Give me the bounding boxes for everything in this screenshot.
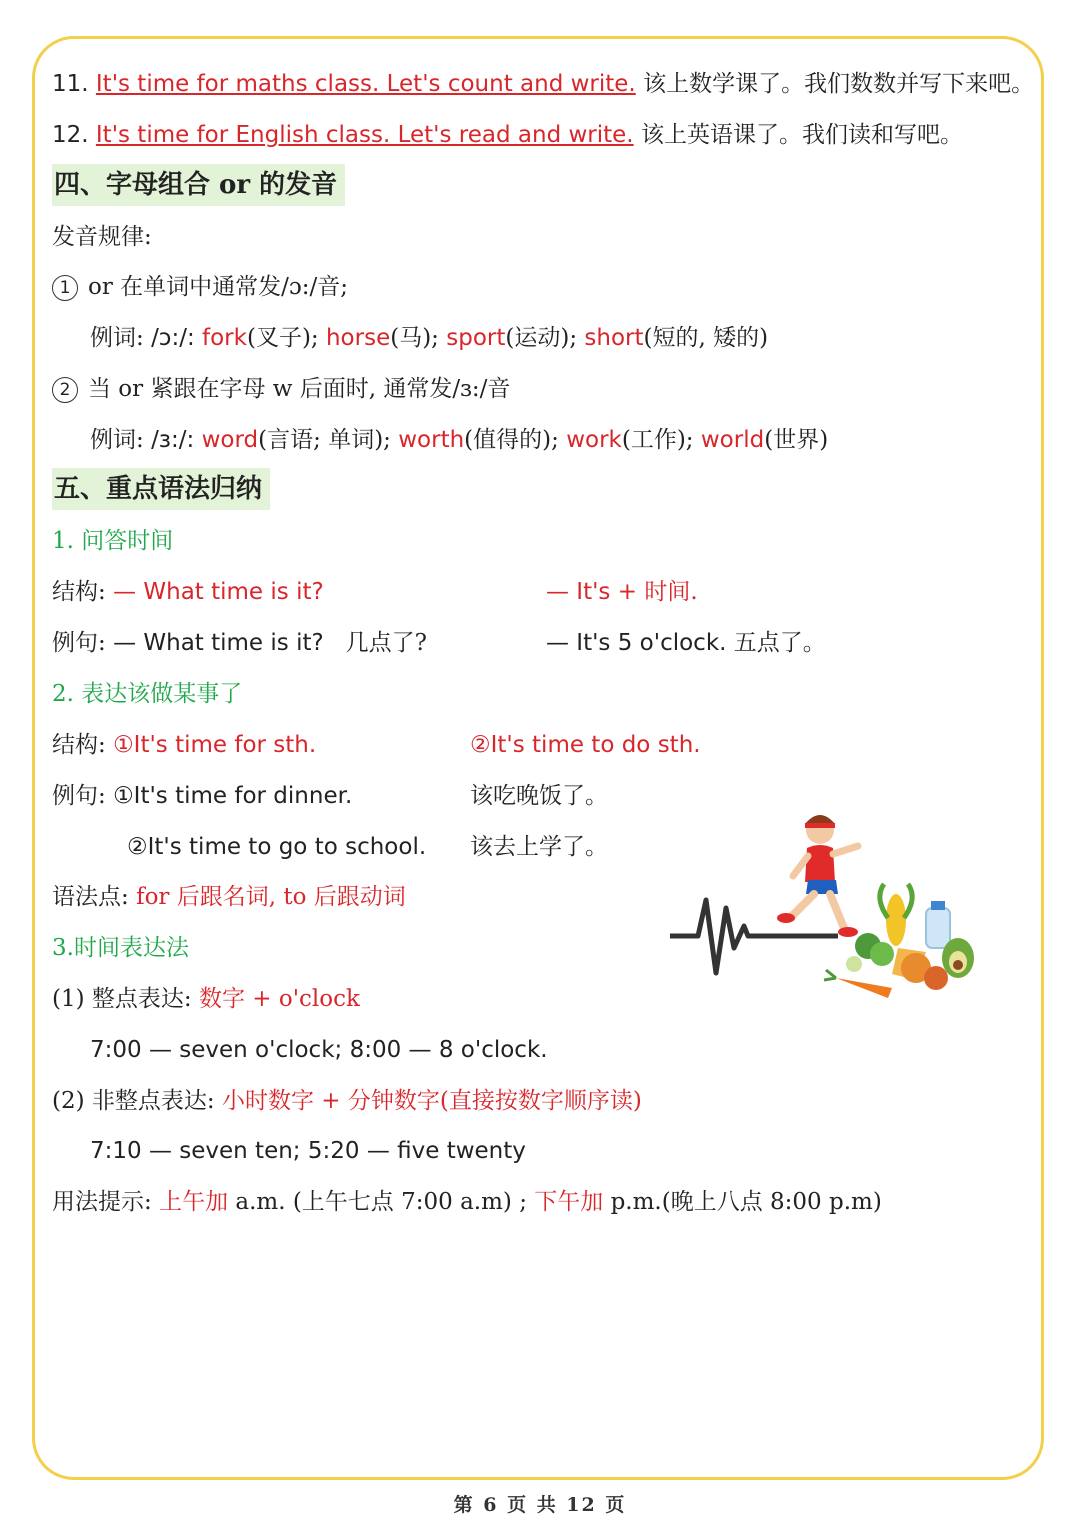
example-label: 例词: [90,325,144,351]
word-en: worth [398,427,465,453]
word-zh: (世界) [764,427,829,453]
structure-answer-zh: 时间. [644,579,698,605]
rule-1 [52,270,348,304]
time-example-2: 7:10 — seven ten; 5:20 — five twenty [90,1138,526,1164]
word-en: horse [325,325,391,351]
ipa: /ɜ:/: [151,427,195,453]
ipa: /ɔ:/: [151,325,195,351]
word-zh: (叉子); [246,325,319,351]
example-question: — What time is it? [113,630,324,656]
word-en: short [584,325,644,351]
structure-1: ①It's time for sth. [113,732,317,758]
section-5-title: 五、重点语法归纳 [52,468,270,510]
word-zh: (马); [390,325,439,351]
example-en: ①It's time for dinner. [113,783,353,809]
runner-icon [777,815,858,937]
rule-label: (1) 整点表达: [52,986,192,1012]
word-en: fork [202,325,247,351]
word-en: world [700,427,765,453]
structure-answer [546,575,698,609]
word-en: sport [446,325,506,351]
grammar-text: for 后跟名词, to 后跟动词 [136,884,406,910]
circled-number: 2 [52,377,78,403]
sentence-english: It's time for maths class. Let's count and write. [95,71,636,97]
sentence-number: 12. [52,122,89,148]
example-answer [546,626,826,660]
rule-label: (2) 非整点表达: [52,1088,215,1114]
structure-line-1 [52,575,324,609]
section-4-title: 四、字母组合 or 的发音 [52,164,345,206]
example-label: 例词: [90,427,144,453]
runner-illustration [668,808,988,1008]
structure-answer-en: — It's + [546,579,638,605]
sentence-12 [52,118,963,152]
food-icon [824,884,974,998]
subsection-2-title: 2. 表达该做某事了 [52,681,243,707]
example-question-zh: 几点了? [345,630,427,656]
example-words-1 [90,321,768,355]
page-footer: 第 6 页 共 12 页 [453,1494,627,1516]
example-sentence-2b: ②It's time to go to school. [127,834,427,860]
rule-2 [52,372,510,406]
grammar-point [52,880,406,914]
tip-pm-label: 下午加 [534,1189,604,1215]
structure-label: 结构: [52,579,106,605]
sentence-chinese: 该上数学课了。我们数数并写下来吧。 [643,71,1035,97]
time-rule-2 [52,1084,642,1118]
circled-number: 1 [52,275,78,301]
sentence-chinese: 该上英语课了。我们读和写吧。 [640,122,963,148]
word-zh: (言语; 单词); [258,427,391,453]
tip-am-label: 上午加 [159,1189,229,1215]
rule-formula: 小时数字 + 分钟数字(直接按数字顺序读) [221,1088,642,1114]
word-zh: (工作); [621,427,694,453]
tip-pm: p.m.(晚上八点 8:00 p.m) [610,1189,882,1215]
sentence-english: It's time for English class. Let's read and write. [95,122,634,148]
time-example-1: 7:00 — seven o'clock; 8:00 — 8 o'clock. [90,1037,548,1063]
heartbeat-line-icon [670,900,838,973]
subsection-3-title: 3.时间表达法 [52,935,189,961]
rule-label: 发音规律: [52,224,152,250]
example-label: 例句: [52,783,106,809]
word-zh: (运动); [505,325,578,351]
example-answer-en: — It's 5 o'clock. [546,630,727,656]
structure-label: 结构: [52,732,106,758]
word-en: word [201,427,259,453]
example-answer-zh: 五点了。 [733,630,826,656]
example-sentence-2a [52,779,352,813]
rule-text: 当 or 紧跟在字母 w 后面时, 通常发/ɜ:/音 [88,376,511,402]
structure-question: — What time is it? [113,579,324,605]
structure-2: ②It's time to do sth. [470,732,701,758]
rule-formula: 数字 + o'clock [198,986,360,1012]
word-zh: (值得的); [464,427,559,453]
time-rule-1 [52,982,360,1016]
example-label: 例句: [52,630,106,656]
tip-label: 用法提示: [52,1189,152,1215]
usage-tip [52,1185,882,1219]
example-zh: 该去上学了。 [470,834,608,860]
word-en: work [566,427,622,453]
sentence-11 [52,67,1034,101]
word-zh: (短的, 矮的) [643,325,769,351]
rule-text: or 在单词中通常发/ɔ:/音; [88,274,349,300]
subsection-1-title: 1. 问答时间 [52,528,174,554]
tip-am: a.m. (上午七点 7:00 a.m) ; [235,1189,527,1215]
example-words-2 [90,423,828,457]
structure-line-2 [52,728,316,762]
sentence-number: 11. [52,71,89,97]
example-zh: 该吃晚饭了。 [470,783,608,809]
example-sentence-1 [52,626,427,660]
grammar-label: 语法点: [52,884,129,910]
